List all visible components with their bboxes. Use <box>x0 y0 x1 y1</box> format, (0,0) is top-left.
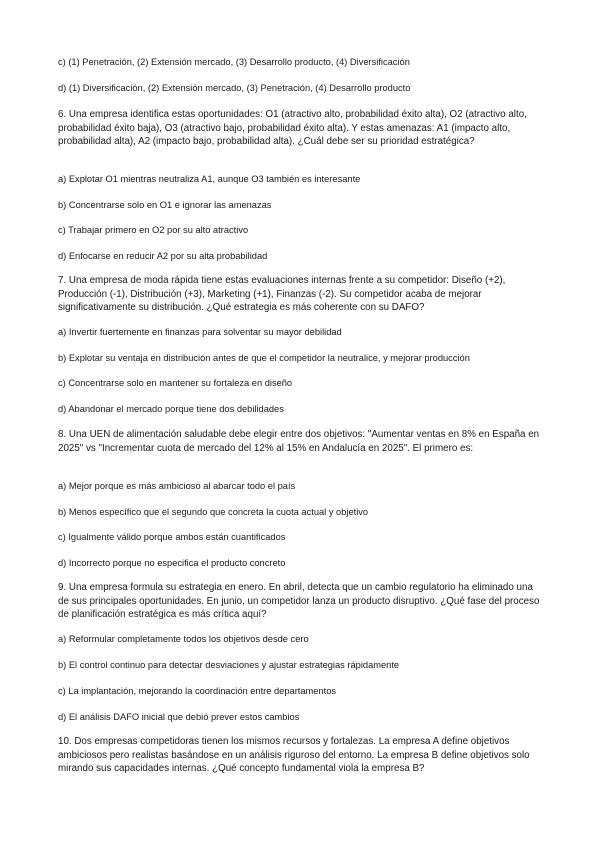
question-9: 9. Una empresa formula su estrategia en enero. En abril, detecta que un cambio regulatorio ha eliminado una de sus principales oportunidades. En junio, un competidor lanza un producto disruptivo. ¿Qué fase del proceso de planificación estratégica es más crítica aquí? <box>58 582 540 621</box>
q7-option-c: c) Concentrarse solo en mantener su fortaleza en diseño <box>58 378 293 388</box>
q6-option-c: c) Trabajar primero en O2 por su alto atractivo <box>58 225 249 235</box>
q5-option-d: d) (1) Diversificación, (2) Extensión mercado, (3) Penetración, (4) Desarrollo producto <box>58 83 411 93</box>
q6-option-b: b) Concentrarse solo en O1 e ignorar las amenazas <box>58 200 272 210</box>
q6-option-d: d) Enfocarse en reducir A2 por su alta probabilidad <box>58 251 268 261</box>
q9-option-b: b) El control continuo para detectar desviaciones y ajustar estrategias rápidamente <box>58 660 400 670</box>
q8-option-b: b) Menos específico que el segundo que concreta la cuota actual y objetivo <box>58 507 369 517</box>
question-7: 7. Una empresa de moda rápida tiene estas evaluaciones internas frente a su competidor: Diseño (+2), Producción (-1), Distribución (+3), Marketing (+1), Finanzas (-2). Su competidor acaba de mejorar significativamente su distribución. ¿Qué estrategia es más coherente con su DAFO? <box>58 275 506 314</box>
q9-option-d: d) El análisis DAFO inicial que debió prever estos cambios <box>58 712 300 722</box>
question-8: 8. Una UEN de alimentación saludable debe elegir entre dos objetivos: "Aumentar ventas en 8% en España en 2025" vs "Incrementar cuota de mercado del 12% al 15% en Andalucía en 2025". El primero es: <box>58 429 540 454</box>
question-10: 10. Dos empresas competidoras tienen los mismos recursos y fortalezas. La empresa A define objetivos ambiciosos pero realistas basándose en un análisis riguroso del entorno. La empresa B define objetivos solo mirando sus capacidades internas. ¿Qué concepto fundamental viola la empresa B? <box>58 736 530 775</box>
q8-option-a: a) Mejor porque es más ambicioso al abarcar todo el país <box>58 481 296 491</box>
q8-option-c: c) Igualmente válido porque ambos están cuantificados <box>58 532 286 542</box>
q9-option-a: a) Reformular completamente todos los objetivos desde cero <box>58 634 309 644</box>
q5-option-c: c) (1) Penetración, (2) Extensión mercado, (3) Desarrollo producto, (4) Diversificación <box>58 57 410 67</box>
q7-option-b: b) Explotar su ventaja en distribución antes de que el competidor la neutralice, y mejorar producción <box>58 353 470 363</box>
q6-option-a: a) Explotar O1 mientras neutraliza A1, aunque O3 también es interesante <box>58 174 361 184</box>
q8-option-d: d) Incorrecto porque no especifica el producto concreto <box>58 558 286 568</box>
q9-option-c: c) La implantación, mejorando la coordinación entre departamentos <box>58 686 337 696</box>
question-6: 6. Una empresa identifica estas oportunidades: O1 (atractivo alto, probabilidad éxito alta), O2 (atractivo alto, probabilidad éxito baja), O3 (atractivo bajo, probabilidad éxito alta). Y estas amenazas: A1 (impacto alto, probabilidad alta), A2 (impacto bajo, probabilidad alta). ¿Cuál debe ser su prioridad estratégica? <box>58 109 527 148</box>
q7-option-a: a) Invertir fuertemente en finanzas para solventar su mayor debilidad <box>58 327 342 337</box>
q7-option-d: d) Abandonar el mercado porque tiene dos debilidades <box>58 404 284 414</box>
